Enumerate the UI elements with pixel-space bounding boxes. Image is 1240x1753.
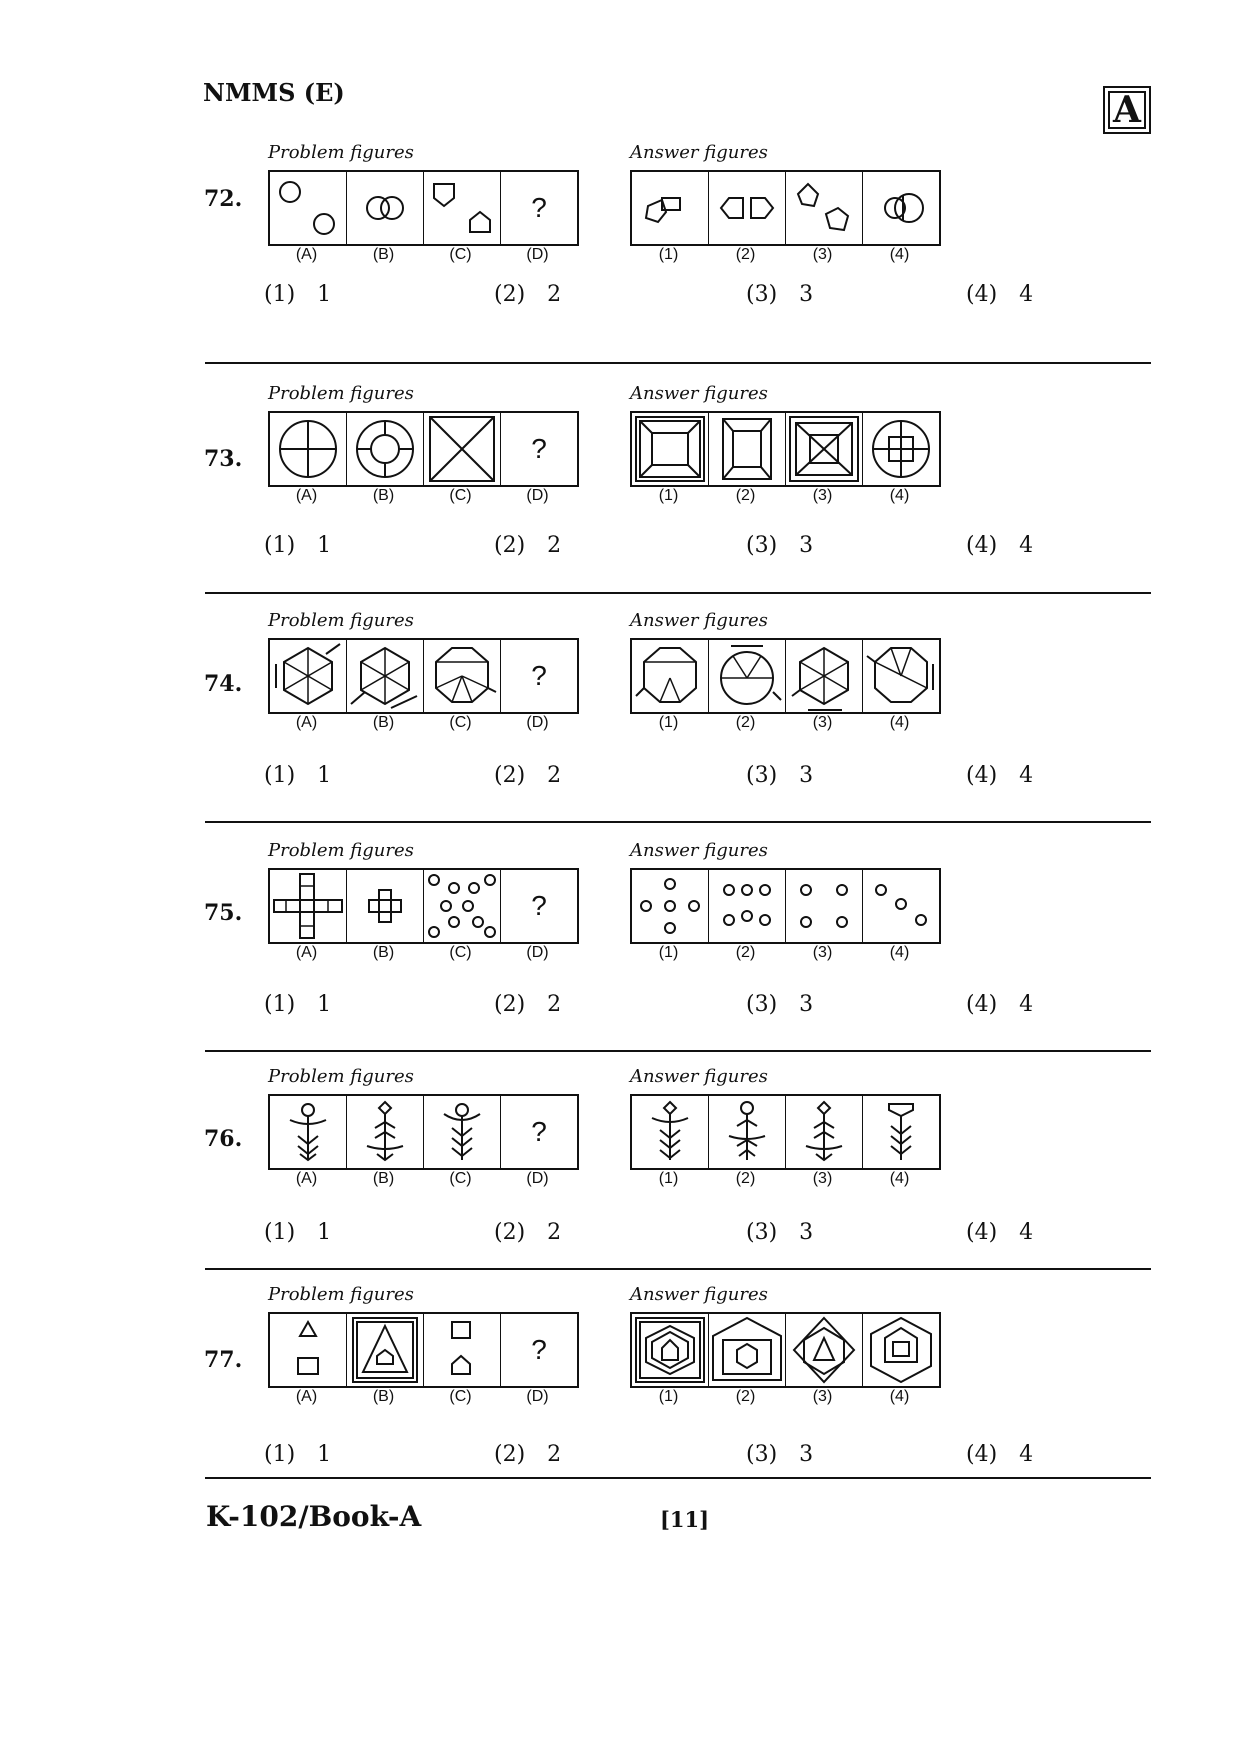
problem-figures-row — [268, 638, 579, 714]
answer-figures-caption: Answer figures — [630, 1066, 768, 1087]
option-key: (4) — [966, 763, 998, 788]
answer-figure-drawing — [786, 640, 862, 712]
problem-figure-labels — [268, 1170, 576, 1188]
answer-figure-drawing — [786, 1314, 862, 1386]
problem-figure-labels — [268, 714, 576, 732]
problem-figure-drawing — [424, 172, 500, 244]
answer-option[interactable] — [966, 282, 1033, 307]
question-mark: ? — [531, 1116, 547, 1147]
answer-option[interactable] — [966, 533, 1033, 558]
problem-figure-cell — [424, 1096, 501, 1168]
option-key: (2) — [494, 992, 526, 1017]
problem-figure-label: (B) — [372, 714, 395, 731]
answer-figure-drawing — [786, 870, 862, 942]
answer-figure-drawing — [863, 172, 939, 244]
problem-figure-label: (D) — [526, 714, 549, 731]
answer-figure-cell[interactable] — [709, 870, 786, 942]
answer-figure-cell[interactable] — [709, 640, 786, 712]
answer-figure-cell[interactable] — [863, 1096, 939, 1168]
option-key: (4) — [966, 1220, 998, 1245]
option-value: 4 — [1019, 992, 1034, 1017]
answer-figure-label: (2) — [735, 487, 756, 504]
answer-option[interactable] — [264, 1442, 331, 1467]
answer-figures-caption: Answer figures — [630, 1284, 768, 1305]
answer-figures-row — [630, 868, 941, 944]
problem-figure-cell — [501, 172, 577, 244]
option-key: (3) — [746, 1220, 778, 1245]
problem-figure-label: (A) — [295, 246, 318, 263]
option-value: 1 — [317, 992, 332, 1017]
answer-option[interactable] — [746, 763, 813, 788]
problem-figure-drawing — [270, 870, 346, 942]
answer-figure-label: (1) — [658, 714, 679, 731]
answer-figures-caption: Answer figures — [630, 142, 768, 163]
answer-figure-cell[interactable] — [632, 640, 709, 712]
question-number: 72. — [204, 186, 243, 212]
question-divider — [205, 1050, 1151, 1052]
question-divider — [205, 362, 1151, 364]
answer-figure-drawing — [863, 1096, 939, 1168]
question-number: 75. — [204, 900, 243, 926]
answer-figure-drawing — [632, 1096, 708, 1168]
problem-figure-label: (D) — [526, 1388, 549, 1405]
answer-figures-caption: Answer figures — [630, 383, 768, 404]
problem-figure-labels — [268, 487, 576, 505]
answer-figure-label: (4) — [889, 944, 910, 961]
option-value: 4 — [1019, 533, 1034, 558]
answer-figure-label: (4) — [889, 714, 910, 731]
option-key: (1) — [264, 282, 296, 307]
problem-figure-cell — [501, 1096, 577, 1168]
answer-option[interactable] — [264, 763, 331, 788]
option-key: (1) — [264, 1220, 296, 1245]
answer-figure-labels — [630, 246, 938, 264]
question-number: 77. — [204, 1347, 243, 1373]
question-mark: ? — [531, 433, 547, 464]
answer-figure-label: (4) — [889, 487, 910, 504]
option-key: (2) — [494, 282, 526, 307]
answer-figure-cell[interactable] — [786, 172, 863, 244]
problem-figure-label: (C) — [449, 1388, 472, 1405]
option-value: 3 — [799, 282, 814, 307]
answer-figure-cell[interactable] — [632, 870, 709, 942]
answer-figure-label: (3) — [812, 944, 833, 961]
answer-figure-drawing — [632, 172, 708, 244]
answer-figure-labels — [630, 944, 938, 962]
answer-figure-drawing — [709, 870, 785, 942]
answer-figure-labels — [630, 1170, 938, 1188]
answer-option[interactable] — [746, 1442, 813, 1467]
answer-option[interactable] — [966, 992, 1033, 1017]
problem-figure-drawing — [424, 1314, 500, 1386]
answer-figure-cell[interactable] — [632, 172, 709, 244]
problem-figure-label: (D) — [526, 487, 549, 504]
option-value: 3 — [799, 1442, 814, 1467]
problem-figures-row — [268, 170, 579, 246]
problem-figures-row — [268, 411, 579, 487]
option-value: 3 — [799, 533, 814, 558]
problem-figure-cell — [270, 172, 347, 244]
answer-figure-cell[interactable] — [786, 640, 863, 712]
answer-figures-caption: Answer figures — [630, 610, 768, 631]
answer-figure-label: (3) — [812, 246, 833, 263]
option-key: (3) — [746, 992, 778, 1017]
answer-option[interactable] — [264, 282, 331, 307]
answer-figure-drawing — [632, 1314, 708, 1386]
problem-figure-label: (A) — [295, 487, 318, 504]
problem-figure-drawing — [347, 413, 423, 485]
answer-option[interactable] — [494, 1220, 561, 1245]
problem-figures-row — [268, 1094, 579, 1170]
question-number: 73. — [204, 446, 243, 472]
answer-figures-caption: Answer figures — [630, 840, 768, 861]
problem-figure-cell — [270, 870, 347, 942]
problem-figures-caption: Problem figures — [268, 1284, 414, 1305]
problem-figures-caption: Problem figures — [268, 142, 414, 163]
problem-figure-drawing — [347, 870, 423, 942]
option-key: (3) — [746, 282, 778, 307]
answer-figure-label: (3) — [812, 1388, 833, 1405]
problem-figure-cell — [270, 640, 347, 712]
answer-figure-label: (1) — [658, 246, 679, 263]
answer-option[interactable] — [494, 763, 561, 788]
problem-figure-drawing — [270, 413, 346, 485]
page-number: [11] — [660, 1507, 710, 1532]
answer-figure-label: (4) — [889, 1170, 910, 1187]
problem-figures-caption: Problem figures — [268, 840, 414, 861]
booklet-footer-code: K-102/Book-A — [206, 1500, 422, 1533]
option-key: (3) — [746, 1442, 778, 1467]
problem-figure-drawing — [270, 172, 346, 244]
question-mark: ? — [531, 890, 547, 921]
problem-figure-label: (C) — [449, 1170, 472, 1187]
problem-figure-label: (A) — [295, 944, 318, 961]
answer-figure-drawing — [709, 1096, 785, 1168]
problem-figure-cell — [501, 1314, 577, 1386]
question-mark: ? — [531, 1334, 547, 1365]
problem-figure-drawing — [424, 1096, 500, 1168]
answer-figures-row — [630, 411, 941, 487]
answer-figure-drawing — [632, 870, 708, 942]
problem-figure-drawing — [347, 1314, 423, 1386]
problem-figure-cell — [270, 413, 347, 485]
problem-figure-cell — [270, 1096, 347, 1168]
answer-figure-label: (1) — [658, 1170, 679, 1187]
answer-figure-labels — [630, 1388, 938, 1406]
answer-figure-cell[interactable] — [709, 172, 786, 244]
problem-figure-label: (C) — [449, 944, 472, 961]
problem-figure-label: (C) — [449, 246, 472, 263]
answer-figure-label: (1) — [658, 1388, 679, 1405]
problem-figure-cell — [501, 413, 577, 485]
problem-figure-label: (B) — [372, 487, 395, 504]
option-value: 3 — [799, 763, 814, 788]
problem-figure-cell — [347, 640, 424, 712]
problem-figure-labels — [268, 944, 576, 962]
problem-figure-labels — [268, 246, 576, 264]
answer-figure-cell[interactable] — [709, 1096, 786, 1168]
question-number: 76. — [204, 1126, 243, 1152]
answer-figure-label: (2) — [735, 944, 756, 961]
answer-option[interactable] — [264, 533, 331, 558]
problem-figure-label: (A) — [295, 1170, 318, 1187]
answer-figure-label: (3) — [812, 487, 833, 504]
question-divider — [205, 1477, 1151, 1479]
option-value: 2 — [547, 1220, 562, 1245]
answer-figure-drawing — [786, 1096, 862, 1168]
answer-figure-drawing — [632, 413, 708, 485]
problem-figure-label: (B) — [372, 944, 395, 961]
problem-figures-row — [268, 1312, 579, 1388]
answer-option[interactable] — [264, 992, 331, 1017]
problem-figure-drawing — [424, 870, 500, 942]
problem-figure-label: (D) — [526, 246, 549, 263]
problem-figure-cell — [424, 172, 501, 244]
problem-figure-cell — [347, 413, 424, 485]
problem-figure-cell — [347, 172, 424, 244]
answer-figure-cell[interactable] — [632, 413, 709, 485]
problem-figure-cell — [501, 640, 577, 712]
option-value: 4 — [1019, 763, 1034, 788]
option-key: (4) — [966, 1442, 998, 1467]
option-key: (2) — [494, 533, 526, 558]
question-mark: ? — [531, 192, 547, 223]
answer-figure-label: (2) — [735, 714, 756, 731]
problem-figure-drawing — [270, 640, 346, 712]
answer-figure-drawing — [863, 1314, 939, 1386]
answer-figure-cell[interactable] — [632, 1314, 709, 1386]
option-key: (4) — [966, 533, 998, 558]
problem-figure-drawing — [347, 1096, 423, 1168]
answer-option[interactable] — [494, 1442, 561, 1467]
answer-option[interactable] — [966, 763, 1033, 788]
answer-figure-label: (1) — [658, 487, 679, 504]
answer-figure-labels — [630, 487, 938, 505]
answer-figure-cell[interactable] — [632, 1096, 709, 1168]
option-value: 2 — [547, 763, 562, 788]
problem-figure-cell — [347, 1314, 424, 1386]
answer-option[interactable] — [494, 282, 561, 307]
option-key: (2) — [494, 763, 526, 788]
answer-figures-row — [630, 638, 941, 714]
problem-figure-label: (D) — [526, 1170, 549, 1187]
option-value: 4 — [1019, 1442, 1034, 1467]
answer-figure-drawing — [863, 413, 939, 485]
option-value: 2 — [547, 282, 562, 307]
problem-figures-caption: Problem figures — [268, 610, 414, 631]
problem-figures-caption: Problem figures — [268, 1066, 414, 1087]
question-divider — [205, 592, 1151, 594]
answer-figure-cell[interactable] — [786, 1096, 863, 1168]
problem-figure-cell — [424, 870, 501, 942]
answer-figure-cell[interactable] — [786, 1314, 863, 1386]
problem-figure-drawing — [270, 1096, 346, 1168]
answer-option[interactable] — [746, 992, 813, 1017]
answer-figure-drawing — [709, 172, 785, 244]
answer-figure-label: (2) — [735, 1170, 756, 1187]
answer-figure-label: (4) — [889, 1388, 910, 1405]
answer-figure-cell[interactable] — [786, 413, 863, 485]
answer-figure-drawing — [863, 870, 939, 942]
option-key: (3) — [746, 763, 778, 788]
problem-figure-cell — [347, 1096, 424, 1168]
option-key: (4) — [966, 992, 998, 1017]
problem-figure-cell — [347, 870, 424, 942]
problem-figure-drawing — [424, 640, 500, 712]
question-mark: ? — [531, 660, 547, 691]
problem-figure-cell — [424, 413, 501, 485]
answer-option[interactable] — [264, 1220, 331, 1245]
problem-figure-cell — [424, 640, 501, 712]
answer-figure-cell[interactable] — [863, 413, 939, 485]
question-divider — [205, 821, 1151, 823]
answer-figure-labels — [630, 714, 938, 732]
answer-option[interactable] — [746, 282, 813, 307]
answer-option[interactable] — [966, 1220, 1033, 1245]
problem-figure-label: (C) — [449, 714, 472, 731]
option-value: 1 — [317, 533, 332, 558]
problem-figure-drawing — [424, 413, 500, 485]
answer-figure-label: (2) — [735, 246, 756, 263]
answer-figure-drawing — [786, 172, 862, 244]
answer-figures-row — [630, 1094, 941, 1170]
problem-figures-caption: Problem figures — [268, 383, 414, 404]
question-number: 74. — [204, 671, 243, 697]
answer-figure-drawing — [709, 413, 785, 485]
answer-option[interactable] — [746, 533, 813, 558]
answer-figure-drawing — [786, 413, 862, 485]
answer-figure-label: (3) — [812, 1170, 833, 1187]
option-key: (2) — [494, 1442, 526, 1467]
answer-figure-drawing — [863, 640, 939, 712]
problem-figure-labels — [268, 1388, 576, 1406]
answer-figure-cell[interactable] — [863, 640, 939, 712]
option-key: (1) — [264, 763, 296, 788]
answer-figure-cell[interactable] — [863, 1314, 939, 1386]
answer-figure-drawing — [632, 640, 708, 712]
problem-figure-label: (B) — [372, 1388, 395, 1405]
answer-option[interactable] — [494, 533, 561, 558]
problem-figure-label: (D) — [526, 944, 549, 961]
option-value: 1 — [317, 282, 332, 307]
problem-figure-drawing — [270, 1314, 346, 1386]
option-value: 3 — [799, 1220, 814, 1245]
problem-figure-label: (B) — [372, 1170, 395, 1187]
answer-figure-label: (3) — [812, 714, 833, 731]
answer-figure-cell[interactable] — [863, 172, 939, 244]
problem-figure-cell — [424, 1314, 501, 1386]
answer-option[interactable] — [494, 992, 561, 1017]
option-value: 3 — [799, 992, 814, 1017]
option-key: (1) — [264, 533, 296, 558]
answer-figures-row — [630, 1312, 941, 1388]
answer-option[interactable] — [746, 1220, 813, 1245]
option-key: (3) — [746, 533, 778, 558]
booklet-code-box: A — [1103, 86, 1151, 134]
answer-figure-cell[interactable] — [786, 870, 863, 942]
problem-figures-row — [268, 868, 579, 944]
option-value: 1 — [317, 763, 332, 788]
problem-figure-cell — [501, 870, 577, 942]
answer-figure-cell[interactable] — [709, 413, 786, 485]
option-key: (1) — [264, 992, 296, 1017]
problem-figure-cell — [270, 1314, 347, 1386]
answer-figure-drawing — [709, 640, 785, 712]
option-value: 4 — [1019, 282, 1034, 307]
question-divider — [205, 1268, 1151, 1270]
option-value: 1 — [317, 1220, 332, 1245]
option-key: (1) — [264, 1442, 296, 1467]
problem-figure-drawing — [347, 640, 423, 712]
exam-title: NMMS (E) — [203, 78, 345, 107]
option-value: 1 — [317, 1442, 332, 1467]
answer-figures-row — [630, 170, 941, 246]
option-value: 4 — [1019, 1220, 1034, 1245]
answer-figure-drawing — [709, 1314, 785, 1386]
answer-figure-label: (1) — [658, 944, 679, 961]
problem-figure-label: (A) — [295, 714, 318, 731]
answer-figure-cell[interactable] — [709, 1314, 786, 1386]
problem-figure-label: (B) — [372, 246, 395, 263]
option-value: 2 — [547, 992, 562, 1017]
option-value: 2 — [547, 533, 562, 558]
option-key: (4) — [966, 282, 998, 307]
answer-figure-cell[interactable] — [863, 870, 939, 942]
problem-figure-label: (C) — [449, 487, 472, 504]
option-key: (2) — [494, 1220, 526, 1245]
answer-figure-label: (2) — [735, 1388, 756, 1405]
problem-figure-drawing — [347, 172, 423, 244]
answer-option[interactable] — [966, 1442, 1033, 1467]
answer-figure-label: (4) — [889, 246, 910, 263]
problem-figure-label: (A) — [295, 1388, 318, 1405]
option-value: 2 — [547, 1442, 562, 1467]
